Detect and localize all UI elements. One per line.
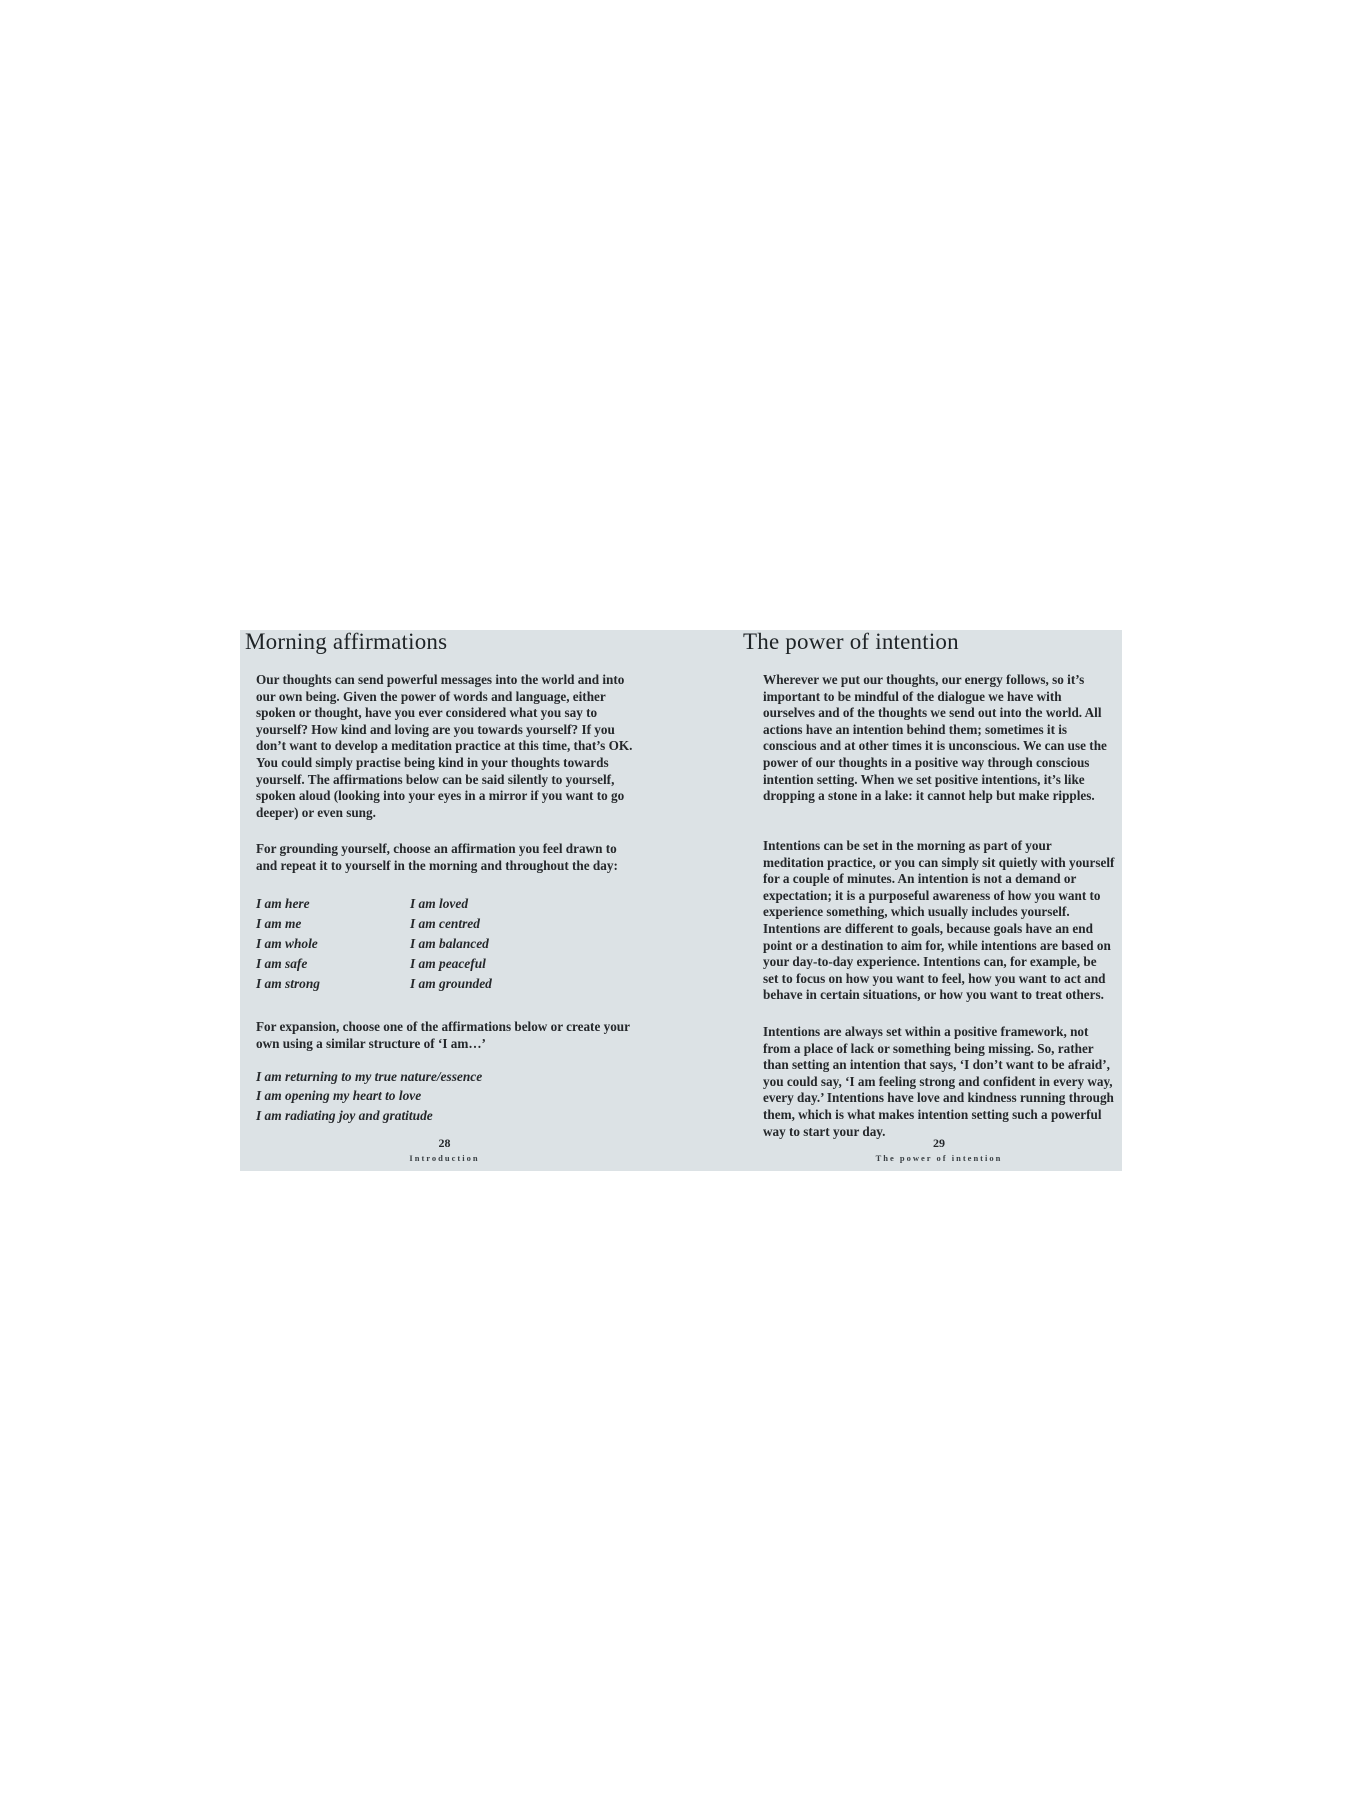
right-page (681, 630, 1122, 1171)
affirmation-item: I am me (256, 915, 302, 931)
page-number-right: 29 (933, 1136, 945, 1150)
affirmation-item: I am safe (256, 955, 308, 971)
expansion-affirmation-item: I am opening my heart to love (256, 1088, 422, 1104)
affirmation-item: I am loved (410, 896, 469, 911)
affirmation-list (256, 894, 616, 994)
left-paragraph-1: Our thoughts can send powerful messages into the world and into our own being. Given the power of words and language, either spoken or thought, have you ever considered what you say to yourself? How kind and loving are you towards yourself? If you don’t want to develop a meditation practice at this time, that’s OK. You could simply practise being kind in your thoughts towards yourself. The affirmations below can be said silently to yourself, spoken aloud (looking into your eyes in a mirror if you want to go deeper) or even sung. (256, 672, 633, 820)
expansion-affirmation-item: I am returning to my true nature/essence (256, 1069, 483, 1084)
page-number-left: 28 (438, 1136, 451, 1150)
affirmation-row (256, 914, 616, 934)
affirmation-item: I am strong (256, 975, 320, 991)
affirmation-item: I am grounded (410, 975, 492, 991)
running-footer-left: Introduction (409, 1153, 480, 1163)
affirmation-item: I am centred (410, 915, 480, 931)
affirmation-row (256, 974, 616, 994)
right-paragraph-1: Wherever we put our thoughts, our energy follows, so it’s important to be mindful of the dialogue we have with ourselves and of the thoughts we send out into the world. All actions have an intention behind them; sometimes it is conscious and at other times it is unconscious. We can use the power of our thoughts in a positive way through conscious intention setting. When we set positive intentions, it’s like dropping a stone in a lake: it cannot help but make ripples. (763, 672, 1107, 804)
affirmation-item: I am peaceful (410, 955, 486, 971)
affirmation-item: I am whole (256, 935, 318, 951)
affirmation-item: I am here (256, 896, 310, 911)
expansion-affirmation-item: I am radiating joy and gratitude (256, 1107, 433, 1123)
book-spread (240, 630, 1122, 1171)
running-footer-right: The power of intention (875, 1153, 1003, 1163)
affirmation-row (256, 894, 616, 914)
page-heading-right: The power of intention (743, 629, 959, 654)
left-paragraph-2: For grounding yourself, choose an affirmation you feel drawn to and repeat it to yourself in the morning and throughout the day: (256, 841, 618, 873)
left-page (240, 630, 681, 1171)
affirmation-item: I am balanced (410, 935, 489, 951)
affirmation-row (256, 934, 616, 954)
right-paragraph-3: Intentions are always set within a positive framework, not from a place of lack or something being missing. So, rather than setting an intention that says, ‘I don’t want to be afraid’, you could say, ‘I am feeling strong and confident in every way, every day.’ Intentions have love and kindness running through them, which is what makes intention setting such a powerful way to start your day. (763, 1024, 1114, 1139)
expansion-affirmation-list (256, 1067, 633, 1125)
affirmation-row (256, 954, 616, 974)
right-paragraph-2: Intentions can be set in the morning as part of your meditation practice, or you can simply sit quietly with yourself for a couple of minutes. An intention is not a demand or expectation; it is a purposeful awareness of how you want to experience something, which usually includes yourself. Intentions are different to goals, because goals have an end point or a destination to aim for, while intentions are based on your day-to-day experience. Intentions can, for example, be set to focus on how you want to feel, how you want to act and behave in certain situations, or how you want to treat others. (763, 838, 1115, 1003)
left-paragraph-3: For expansion, choose one of the affirmations below or create your own using a similar structure of ‘I am…’ (256, 1019, 630, 1051)
page-heading-left: Morning affirmations (245, 629, 448, 654)
